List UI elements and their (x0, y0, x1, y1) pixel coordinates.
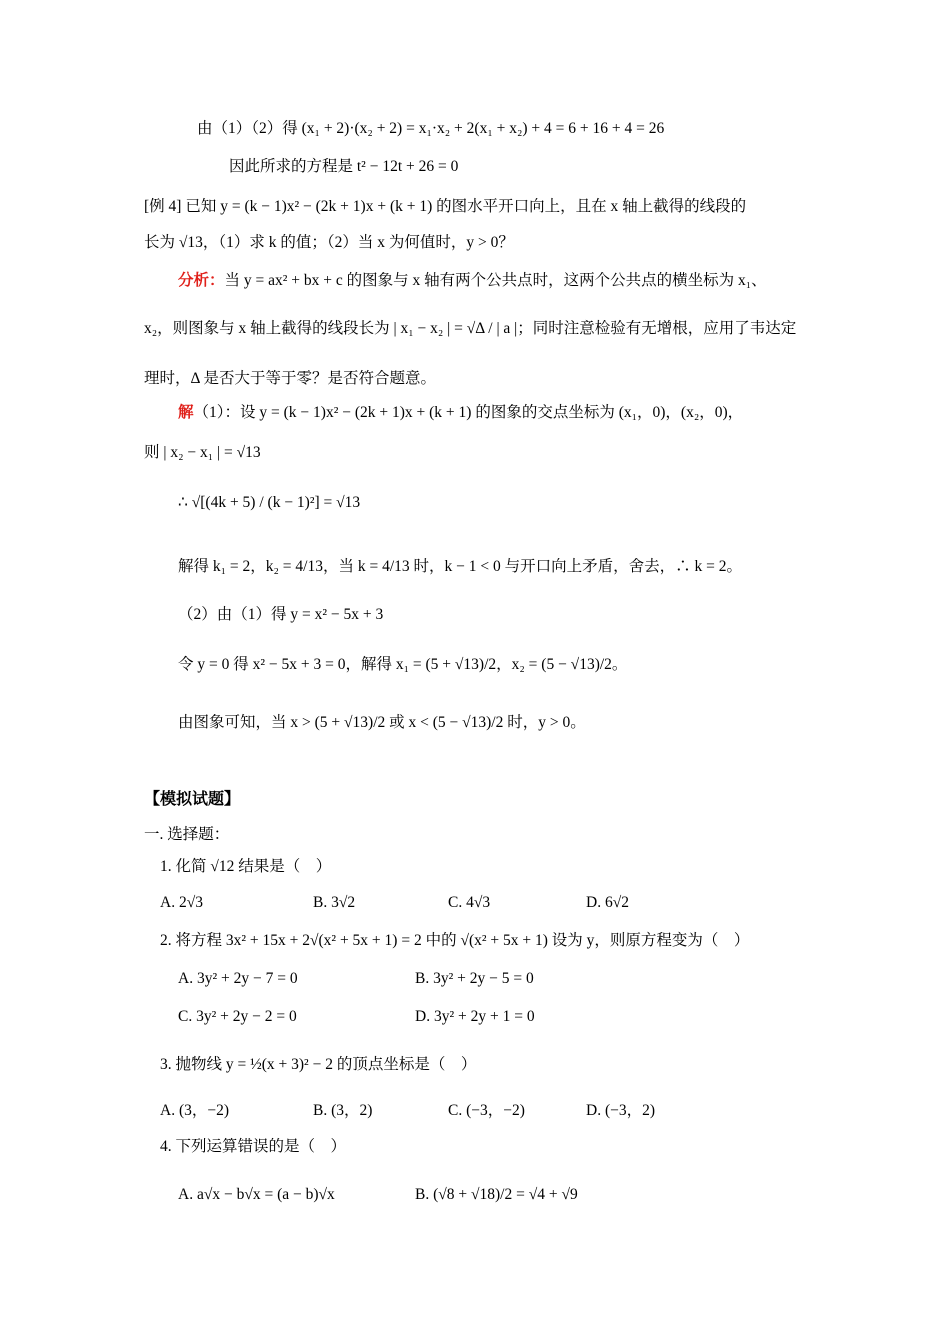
derivation-line: 由（1）（2）得 (x₁ + 2)·(x₂ + 2) = x₁·x₂ + 2(x₁ + x₂) + 4 = 6 + 16 + 4 = 26 (197, 120, 665, 137)
solution-radical-equation: ∴ √[(4k + 5) / (k − 1)²] = √13 (178, 494, 361, 511)
q1-option-a: A. 2√3 (160, 894, 203, 911)
analysis-text: 当 y = ax² + bx + c 的图象与 x 轴有两个公共点时，这两个公共点的横坐标为 x₁、 (224, 272, 767, 289)
section-subheading: 一. 选择题： (144, 826, 230, 843)
example-4-statement: [例 4] 已知 y = (k − 1)x² − (2k + 1)x + (k + 1) 的图水平开口向上，且在 x 轴上截得的线段的 (144, 198, 747, 215)
analysis-line (178, 270, 767, 292)
q3-option-c: C. (−3，−2) (448, 1102, 525, 1119)
solution-label: 解 (178, 404, 194, 421)
solution-text: （1）：设 y = (k − 1)x² − (2k + 1)x + (k + 1) 的图象的交点坐标为 (x₁，0)，(x₂，0)， (193, 404, 744, 421)
solution-k-values: 解得 k₁ = 2，k₂ = 4/13，当 k = 4/13 时，k − 1 < 0 与开口向上矛盾，舍去，∴ k = 2。 (178, 558, 742, 575)
q4-option-a: A. a√x − b√x = (a − b)√x (178, 1186, 335, 1203)
solution-part-2: （2）由（1）得 y = x² − 5x + 3 (178, 606, 384, 623)
solution-conclusion: 由图象可知，当 x > (5 + √13)/2 或 x < (5 − √13)/2 时，y > 0。 (178, 714, 586, 731)
question-1: 1. 化简 √12 结果是（ ） (160, 858, 332, 875)
section-heading: 【模拟试题】 (144, 789, 241, 808)
q2-option-a: A. 3y² + 2y − 7 = 0 (178, 970, 298, 987)
analysis-line-2: x₂，则图象与 x 轴上截得的线段长为 | x₁ − x₂ | = √Δ / | a |；同时注意检验有无增根，应用了韦达定 (144, 320, 797, 337)
q1-option-b: B. 3√2 (313, 894, 356, 911)
result-equation: 因此所求的方程是 t² − 12t + 26 = 0 (229, 158, 459, 175)
solution-roots: 令 y = 0 得 x² − 5x + 3 = 0，解得 x₁ = (5 + √13)/2，x₂ = (5 − √13)/2。 (178, 656, 628, 673)
question-3: 3. 抛物线 y = ½(x + 3)² − 2 的顶点坐标是（ ） (160, 1056, 477, 1073)
analysis-label: 分析： (178, 272, 225, 289)
q3-option-b: B. (3，2) (313, 1102, 373, 1119)
solution-distance: 则 | x₂ − x₁ | = √13 (144, 444, 261, 461)
q3-option-a: A. (3，−2) (160, 1102, 230, 1119)
q4-option-b: B. (√8 + √18)/2 = √4 + √9 (415, 1186, 578, 1203)
question-4: 4. 下列运算错误的是（ ） (160, 1138, 347, 1155)
q2-option-c: C. 3y² + 2y − 2 = 0 (178, 1008, 297, 1025)
question-2: 2. 将方程 3x² + 15x + 2√(x² + 5x + 1) = 2 中的 √(x² + 5x + 1) 设为 y，则原方程变为（ ） (160, 932, 750, 949)
example-4-question: 长为 √13，（1）求 k 的值；（2）当 x 为何值时，y > 0？ (144, 234, 514, 251)
q2-option-d: D. 3y² + 2y + 1 = 0 (415, 1008, 535, 1025)
solution-line (178, 402, 743, 424)
q1-option-d: D. 6√2 (586, 894, 629, 911)
analysis-line-3: 理时，Δ 是否大于等于零？是否符合题意。 (144, 370, 436, 387)
q2-option-b: B. 3y² + 2y − 5 = 0 (415, 970, 534, 987)
q3-option-d: D. (−3，2) (586, 1102, 656, 1119)
q1-option-c: C. 4√3 (448, 894, 491, 911)
